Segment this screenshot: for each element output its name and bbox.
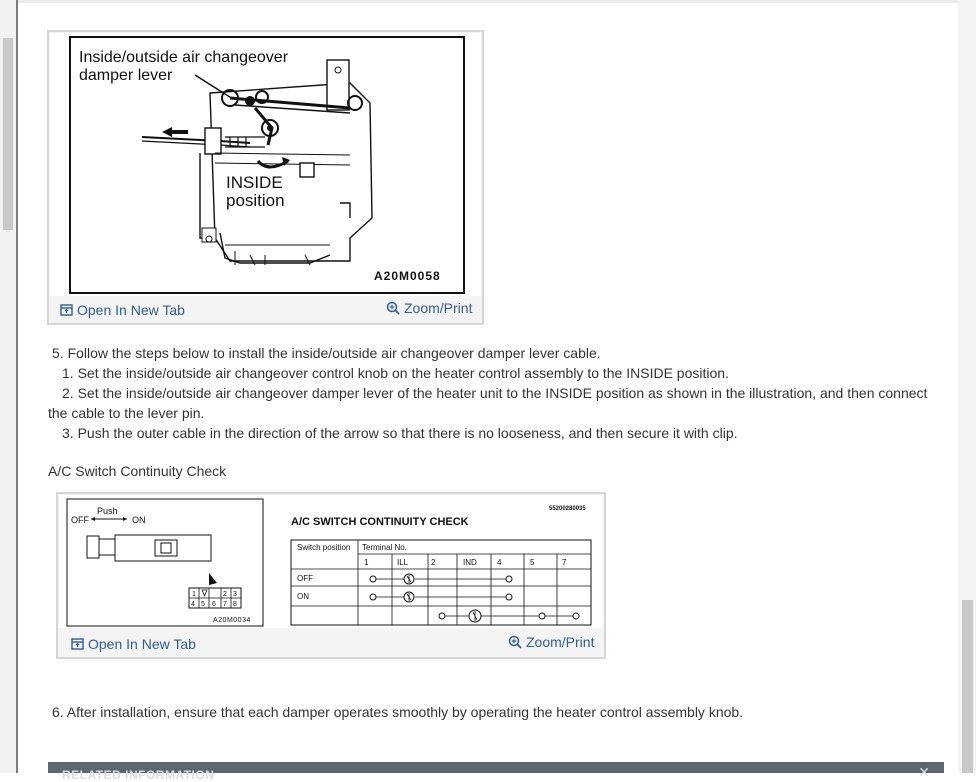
damper-lever-illustration[interactable] bbox=[50, 33, 481, 296]
callout-text-line1: Inside/outside air changeover bbox=[79, 49, 289, 66]
row-on: ON bbox=[297, 592, 309, 601]
zoom-print-label: Zoom/Print bbox=[526, 634, 595, 650]
step5-sub3: 3. Push the outer cable in the direction of the arrow so that there is no looseness, and then secure it with clip. bbox=[62, 425, 738, 441]
term-bot-8: 8 bbox=[233, 601, 237, 608]
figure1-code: A20M0058 bbox=[374, 269, 441, 283]
position-label: position bbox=[226, 191, 285, 210]
zoom-icon bbox=[508, 635, 522, 649]
step6-text: 6. After installation, ensure that each damper operates smoothly by operating the heater control assembly knob. bbox=[52, 704, 744, 720]
related-information-label: RELATED INFORMATION bbox=[62, 768, 215, 782]
inside-label: INSIDE bbox=[226, 173, 283, 192]
col-ind: IND bbox=[463, 558, 477, 567]
term-bot-7: 7 bbox=[223, 601, 227, 608]
open-new-tab-icon bbox=[60, 304, 73, 316]
col-2: 2 bbox=[431, 558, 436, 567]
figure1-open-new-tab[interactable] bbox=[60, 302, 185, 318]
right-scrollbar-thumb[interactable] bbox=[962, 600, 973, 773]
related-information-header[interactable] bbox=[48, 762, 944, 782]
term-top-3: 3 bbox=[233, 591, 237, 598]
step5-sub1: 1. Set the inside/outside air changeover control knob on the heater control assembly to the INSIDE position. bbox=[62, 365, 729, 381]
row-off: OFF bbox=[297, 574, 313, 583]
off-label: OFF bbox=[71, 515, 89, 525]
section-heading: A/C Switch Continuity Check bbox=[48, 463, 227, 479]
header-terminal-no: Terminal No. bbox=[362, 543, 407, 552]
figure-damper-lever bbox=[47, 30, 484, 325]
step5-sub2: 2. Set the inside/outside air changeover damper lever of the heater unit to the INSIDE position as shown in the illustration, and then connect bbox=[62, 385, 928, 401]
collapse-icon[interactable]: ✕ bbox=[918, 764, 930, 780]
zoom-print-label: Zoom/Print bbox=[404, 300, 473, 316]
term-bot-4: 4 bbox=[191, 601, 195, 608]
step5-sub2-cont: the cable to the lever pin. bbox=[48, 405, 205, 421]
open-new-tab-label: Open In New Tab bbox=[88, 636, 196, 652]
continuity-table bbox=[291, 540, 591, 625]
push-label: Push bbox=[97, 506, 118, 516]
term-top-2: 2 bbox=[223, 591, 227, 598]
left-scrollbar-thumb[interactable] bbox=[3, 38, 13, 230]
on-label: ON bbox=[132, 515, 146, 525]
figure1-zoom-print[interactable] bbox=[386, 300, 472, 316]
open-new-tab-icon bbox=[71, 638, 84, 650]
col-1: 1 bbox=[364, 558, 369, 567]
figure-ac-switch bbox=[56, 492, 606, 659]
left-code: A20M0034 bbox=[213, 617, 251, 624]
col-5: 5 bbox=[530, 558, 535, 567]
term-bot-5: 5 bbox=[201, 601, 205, 608]
terminal-connector bbox=[189, 588, 241, 608]
figure2-zoom-print[interactable] bbox=[508, 634, 594, 650]
term-bot-6: 6 bbox=[212, 601, 216, 608]
ac-switch-illustration[interactable] bbox=[59, 495, 603, 628]
zoom-icon bbox=[386, 301, 400, 315]
header-switch-position: Switch position bbox=[297, 543, 351, 552]
page-left-border bbox=[16, 0, 18, 773]
callout-text-line2: damper lever bbox=[79, 67, 173, 84]
top-divider bbox=[18, 0, 958, 3]
col-ill: ILL bbox=[397, 558, 409, 567]
right-code: 55200280035 bbox=[549, 506, 586, 512]
step5-text: 5. Follow the steps below to install the inside/outside air changeover damper lever cable. bbox=[52, 345, 601, 361]
term-top-1: 1 bbox=[192, 591, 196, 598]
col-4: 4 bbox=[497, 558, 502, 567]
figure2-open-new-tab[interactable] bbox=[71, 636, 196, 652]
col-7: 7 bbox=[562, 558, 567, 567]
open-new-tab-label: Open In New Tab bbox=[77, 302, 185, 318]
table-title: A/C SWITCH CONTINUITY CHECK bbox=[291, 516, 469, 528]
